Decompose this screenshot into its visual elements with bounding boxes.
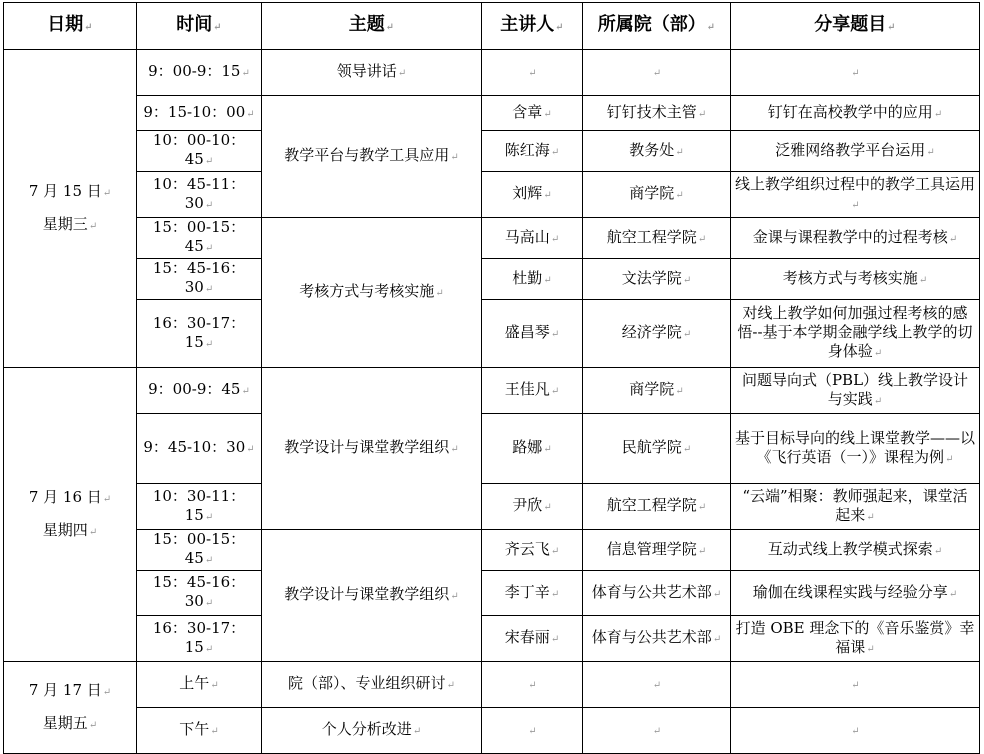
time-cell: 9：45-10：30 ↵ xyxy=(137,414,262,484)
paragraph-mark-icon xyxy=(698,234,706,245)
time-cell: 15：00-15：45 ↵ xyxy=(137,530,262,571)
paragraph-mark-icon xyxy=(205,555,213,566)
paragraph-mark-icon xyxy=(887,22,895,33)
table-row xyxy=(4,662,980,708)
time-cell: 上午 ↵ xyxy=(137,662,262,708)
paragraph-mark-icon xyxy=(210,680,218,691)
header-date: 日期 ↵ xyxy=(4,3,137,50)
speaker-cell xyxy=(482,50,583,96)
paragraph-mark-icon xyxy=(675,190,683,201)
paragraph-mark-icon xyxy=(450,152,458,163)
dept-cell: 钉钉技术主管 ↵ xyxy=(583,96,731,131)
schedule-table xyxy=(3,2,980,754)
dept-cell: 商学院 ↵ xyxy=(583,172,731,218)
paragraph-mark-icon xyxy=(653,680,661,691)
paragraph-mark-icon xyxy=(241,386,249,397)
paragraph-mark-icon xyxy=(543,502,551,513)
dept-cell xyxy=(583,662,731,708)
time-cell: 16：30-17：15 ↵ xyxy=(137,300,262,368)
paragraph-mark-icon xyxy=(949,234,957,245)
speaker-cell: 尹欣 ↵ xyxy=(482,484,583,530)
paragraph-mark-icon xyxy=(103,494,111,505)
time-cell: 下午 ↵ xyxy=(137,708,262,754)
paragraph-mark-icon xyxy=(84,22,92,33)
paragraph-mark-icon xyxy=(543,109,551,120)
speaker-cell: 陈红海 ↵ xyxy=(482,131,583,172)
title-cell xyxy=(731,708,980,754)
title-cell: 瑜伽在线课程实践与经验分享 ↵ xyxy=(731,571,980,616)
paragraph-mark-icon xyxy=(205,644,213,655)
paragraph-mark-icon xyxy=(551,634,559,645)
time-cell: 15：00-15：45 ↵ xyxy=(137,218,262,259)
dept-cell: 民航学院 ↵ xyxy=(583,414,731,484)
paragraph-mark-icon xyxy=(555,22,563,33)
speaker-cell xyxy=(482,708,583,754)
title-cell: 问题导向式（PBL）线上教学设计与实践 ↵ xyxy=(731,368,980,414)
title-cell: 泛雅网络教学平台运用 ↵ xyxy=(731,131,980,172)
paragraph-mark-icon xyxy=(934,546,942,557)
paragraph-mark-icon xyxy=(551,546,559,557)
table-row xyxy=(4,571,980,616)
topic-cell: 领导讲话 ↵ xyxy=(262,50,482,96)
table-row xyxy=(4,131,980,172)
paragraph-mark-icon xyxy=(543,190,551,201)
paragraph-mark-icon xyxy=(851,68,859,79)
paragraph-mark-icon xyxy=(205,156,213,167)
paragraph-mark-icon xyxy=(386,22,394,33)
table-row xyxy=(4,368,980,414)
topic-cell: 个人分析改进 ↵ xyxy=(262,708,482,754)
title-cell xyxy=(731,662,980,708)
title-cell: 对线上教学如何加强过程考核的感悟--基于本学期金融学线上教学的切身体验 ↵ xyxy=(731,300,980,368)
paragraph-mark-icon xyxy=(551,147,559,158)
topic-cell: 教学设计与课堂教学组织 ↵ xyxy=(262,368,482,530)
dept-cell: 商学院 ↵ xyxy=(583,368,731,414)
paragraph-mark-icon xyxy=(241,68,249,79)
paragraph-mark-icon xyxy=(707,22,715,33)
paragraph-mark-icon xyxy=(683,275,691,286)
time-cell: 10：00-10：45 ↵ xyxy=(137,131,262,172)
title-cell: 线上教学组织过程中的教学工具运用 ↵ xyxy=(731,172,980,218)
table-row xyxy=(4,414,980,484)
topic-cell: 教学设计与课堂教学组织 ↵ xyxy=(262,530,482,662)
dept-cell: 航空工程学院 ↵ xyxy=(583,484,731,530)
time-cell: 16：30-17：15 ↵ xyxy=(137,616,262,662)
table-row xyxy=(4,259,980,300)
paragraph-mark-icon xyxy=(653,68,661,79)
paragraph-mark-icon xyxy=(683,329,691,340)
topic-cell: 教学平台与教学工具应用 ↵ xyxy=(262,96,482,218)
date-cell: 7 月 17 日 ↵ 星期五 ↵ xyxy=(4,662,137,754)
paragraph-mark-icon xyxy=(413,726,421,737)
paragraph-mark-icon xyxy=(713,634,721,645)
speaker-cell: 含章 ↵ xyxy=(482,96,583,131)
paragraph-mark-icon xyxy=(683,444,691,455)
paragraph-mark-icon xyxy=(945,454,953,465)
speaker-cell: 齐云飞 ↵ xyxy=(482,530,583,571)
dept-cell: 航空工程学院 ↵ xyxy=(583,218,731,259)
header-speaker: 主讲人 ↵ xyxy=(482,3,583,50)
paragraph-mark-icon xyxy=(675,147,683,158)
speaker-cell: 盛昌琴 ↵ xyxy=(482,300,583,368)
speaker-cell: 马高山 ↵ xyxy=(482,218,583,259)
table-row xyxy=(4,218,980,259)
speaker-cell: 李丁辛 ↵ xyxy=(482,571,583,616)
dept-cell: 体育与公共艺术部 ↵ xyxy=(583,616,731,662)
paragraph-mark-icon xyxy=(866,644,874,655)
date-cell: 7 月 15 日 ↵ 星期三 ↵ xyxy=(4,50,137,368)
title-cell: 互动式线上教学模式探索 ↵ xyxy=(731,530,980,571)
paragraph-mark-icon xyxy=(103,188,111,199)
time-cell: 9：00-9：45 ↵ xyxy=(137,368,262,414)
header-dept: 所属院（部） ↵ xyxy=(583,3,731,50)
paragraph-mark-icon xyxy=(528,726,536,737)
paragraph-mark-icon xyxy=(103,687,111,698)
table-row xyxy=(4,96,980,131)
speaker-cell: 宋春丽 ↵ xyxy=(482,616,583,662)
paragraph-mark-icon xyxy=(551,589,559,600)
speaker-cell: 王佳凡 ↵ xyxy=(482,368,583,414)
speaker-cell: 刘辉 ↵ xyxy=(482,172,583,218)
paragraph-mark-icon xyxy=(89,527,97,538)
dept-cell xyxy=(583,50,731,96)
dept-cell: 信息管理学院 ↵ xyxy=(583,530,731,571)
time-cell: 15：45-16：30 ↵ xyxy=(137,259,262,300)
table-row xyxy=(4,50,980,96)
table-row xyxy=(4,172,980,218)
paragraph-mark-icon xyxy=(675,386,683,397)
time-cell: 10：30-11：15 ↵ xyxy=(137,484,262,530)
title-cell xyxy=(731,50,980,96)
time-cell: 10：45-11：30 ↵ xyxy=(137,172,262,218)
paragraph-mark-icon xyxy=(398,68,406,79)
dept-cell: 经济学院 ↵ xyxy=(583,300,731,368)
dept-cell: 文法学院 ↵ xyxy=(583,259,731,300)
paragraph-mark-icon xyxy=(713,589,721,600)
header-topic: 主题 ↵ xyxy=(262,3,482,50)
paragraph-mark-icon xyxy=(528,68,536,79)
paragraph-mark-icon xyxy=(851,200,859,211)
paragraph-mark-icon xyxy=(89,720,97,731)
topic-cell: 院（部）、专业组织研讨 ↵ xyxy=(262,662,482,708)
dept-cell xyxy=(583,708,731,754)
paragraph-mark-icon xyxy=(205,598,213,609)
paragraph-mark-icon xyxy=(205,243,213,254)
paragraph-mark-icon xyxy=(435,288,443,299)
title-cell: 钉钉在高校教学中的应用 ↵ xyxy=(731,96,980,131)
header-time: 时间 ↵ xyxy=(137,3,262,50)
table-row xyxy=(4,616,980,662)
paragraph-mark-icon xyxy=(205,284,213,295)
paragraph-mark-icon xyxy=(543,444,551,455)
paragraph-mark-icon xyxy=(851,680,859,691)
paragraph-mark-icon xyxy=(528,680,536,691)
paragraph-mark-icon xyxy=(919,275,927,286)
paragraph-mark-icon xyxy=(934,109,942,120)
header-row xyxy=(4,3,980,50)
dept-cell: 体育与公共艺术部 ↵ xyxy=(583,571,731,616)
table-row xyxy=(4,300,980,368)
dept-cell: 教务处 ↵ xyxy=(583,131,731,172)
paragraph-mark-icon xyxy=(450,444,458,455)
paragraph-mark-icon xyxy=(551,234,559,245)
paragraph-mark-icon xyxy=(551,386,559,397)
title-cell: “云端”相聚：教师强起来，课堂活起来 ↵ xyxy=(731,484,980,530)
table-row xyxy=(4,530,980,571)
paragraph-mark-icon xyxy=(698,109,706,120)
paragraph-mark-icon xyxy=(450,591,458,602)
paragraph-mark-icon xyxy=(246,444,254,455)
paragraph-mark-icon xyxy=(874,396,882,407)
paragraph-mark-icon xyxy=(213,22,221,33)
time-cell: 15：45-16：30 ↵ xyxy=(137,571,262,616)
paragraph-mark-icon xyxy=(205,200,213,211)
paragraph-mark-icon xyxy=(698,502,706,513)
paragraph-mark-icon xyxy=(926,147,934,158)
title-cell: 基于目标导向的线上课堂教学——以《飞行英语（一）》课程为例 ↵ xyxy=(731,414,980,484)
paragraph-mark-icon xyxy=(246,109,254,120)
title-cell: 金课与课程教学中的过程考核 ↵ xyxy=(731,218,980,259)
paragraph-mark-icon xyxy=(205,339,213,350)
paragraph-mark-icon xyxy=(205,512,213,523)
table-row xyxy=(4,484,980,530)
paragraph-mark-icon xyxy=(543,275,551,286)
paragraph-mark-icon xyxy=(89,221,97,232)
speaker-cell: 杜勤 ↵ xyxy=(482,259,583,300)
time-cell: 9：00-9：15 ↵ xyxy=(137,50,262,96)
speaker-cell xyxy=(482,662,583,708)
paragraph-mark-icon xyxy=(447,680,455,691)
paragraph-mark-icon xyxy=(949,589,957,600)
date-cell: 7 月 16 日 ↵ 星期四 ↵ xyxy=(4,368,137,662)
paragraph-mark-icon xyxy=(698,546,706,557)
time-cell: 9：15-10：00 ↵ xyxy=(137,96,262,131)
paragraph-mark-icon xyxy=(851,726,859,737)
title-cell: 打造 OBE 理念下的《音乐鉴赏》幸福课 ↵ xyxy=(731,616,980,662)
table-row xyxy=(4,708,980,754)
header-title: 分享题目 ↵ xyxy=(731,3,980,50)
speaker-cell: 路娜 ↵ xyxy=(482,414,583,484)
paragraph-mark-icon xyxy=(210,726,218,737)
title-cell: 考核方式与考核实施 ↵ xyxy=(731,259,980,300)
paragraph-mark-icon xyxy=(866,512,874,523)
paragraph-mark-icon xyxy=(551,329,559,340)
topic-cell: 考核方式与考核实施 ↵ xyxy=(262,218,482,368)
paragraph-mark-icon xyxy=(653,726,661,737)
paragraph-mark-icon xyxy=(874,348,882,359)
